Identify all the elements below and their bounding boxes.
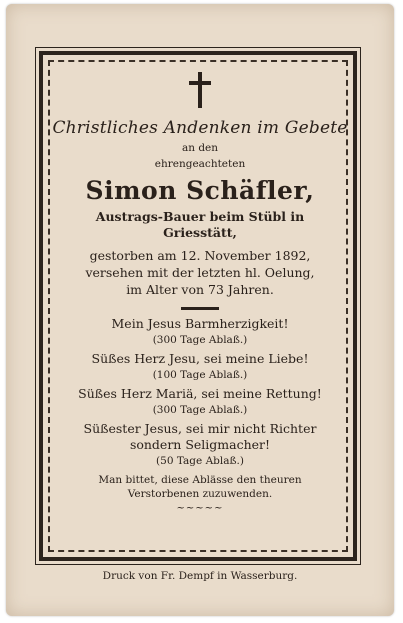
indulgence-1: (300 Tage Ablaß.) — [152, 334, 248, 346]
closing-line-1: Man bittet, diese Ablässe den theuren — [98, 474, 302, 486]
prayer-2: Süßes Herz Jesu, sei meine Liebe! — [91, 351, 309, 366]
death-info — [52, 247, 348, 298]
death-line-1: gestorben am 12. November 1892, — [89, 248, 311, 263]
printer-imprint: Druck von Fr. Dempf in Wasserburg. — [102, 570, 298, 582]
indulgence-2: (100 Tage Ablaß.) — [152, 369, 248, 381]
death-line-2: versehen mit der letzten hl. Oelung, — [85, 265, 315, 280]
indulgence-4: (50 Tage Ablaß.) — [156, 455, 244, 467]
deceased-name: Simon Schäfler, — [85, 176, 315, 205]
ornament: ~~~~~ — [176, 503, 224, 514]
card-content — [52, 70, 348, 514]
closing-line-2: Verstorbenen zuzuwenden. — [127, 488, 273, 500]
prayer-1: Mein Jesus Barmherzigkeit! — [111, 316, 289, 331]
prayer-4-line-2: sondern Seligmacher! — [129, 437, 271, 452]
prayer-4-line-1: Süßester Jesus, sei mir nicht Richter — [83, 421, 317, 436]
indulgence-3: (300 Tage Ablaß.) — [152, 404, 248, 416]
line-an-den: an den — [181, 142, 219, 154]
memorial-card — [6, 4, 394, 616]
occupation-line-2: Griesstätt, — [163, 225, 237, 240]
heading: Christliches Andenken im Gebete — [52, 118, 348, 138]
divider — [181, 307, 219, 310]
line-ehrengeachteten: ehrengeachteten — [154, 158, 246, 170]
occupation-line-1: Austrags-Bauer beim Stübl in — [95, 209, 305, 224]
occupation — [52, 209, 348, 241]
closing-text — [52, 473, 348, 501]
prayer-3: Süßes Herz Mariä, sei meine Rettung! — [78, 386, 322, 401]
cross-icon — [187, 70, 213, 110]
death-line-3: im Alter von 73 Jahren. — [126, 282, 274, 297]
